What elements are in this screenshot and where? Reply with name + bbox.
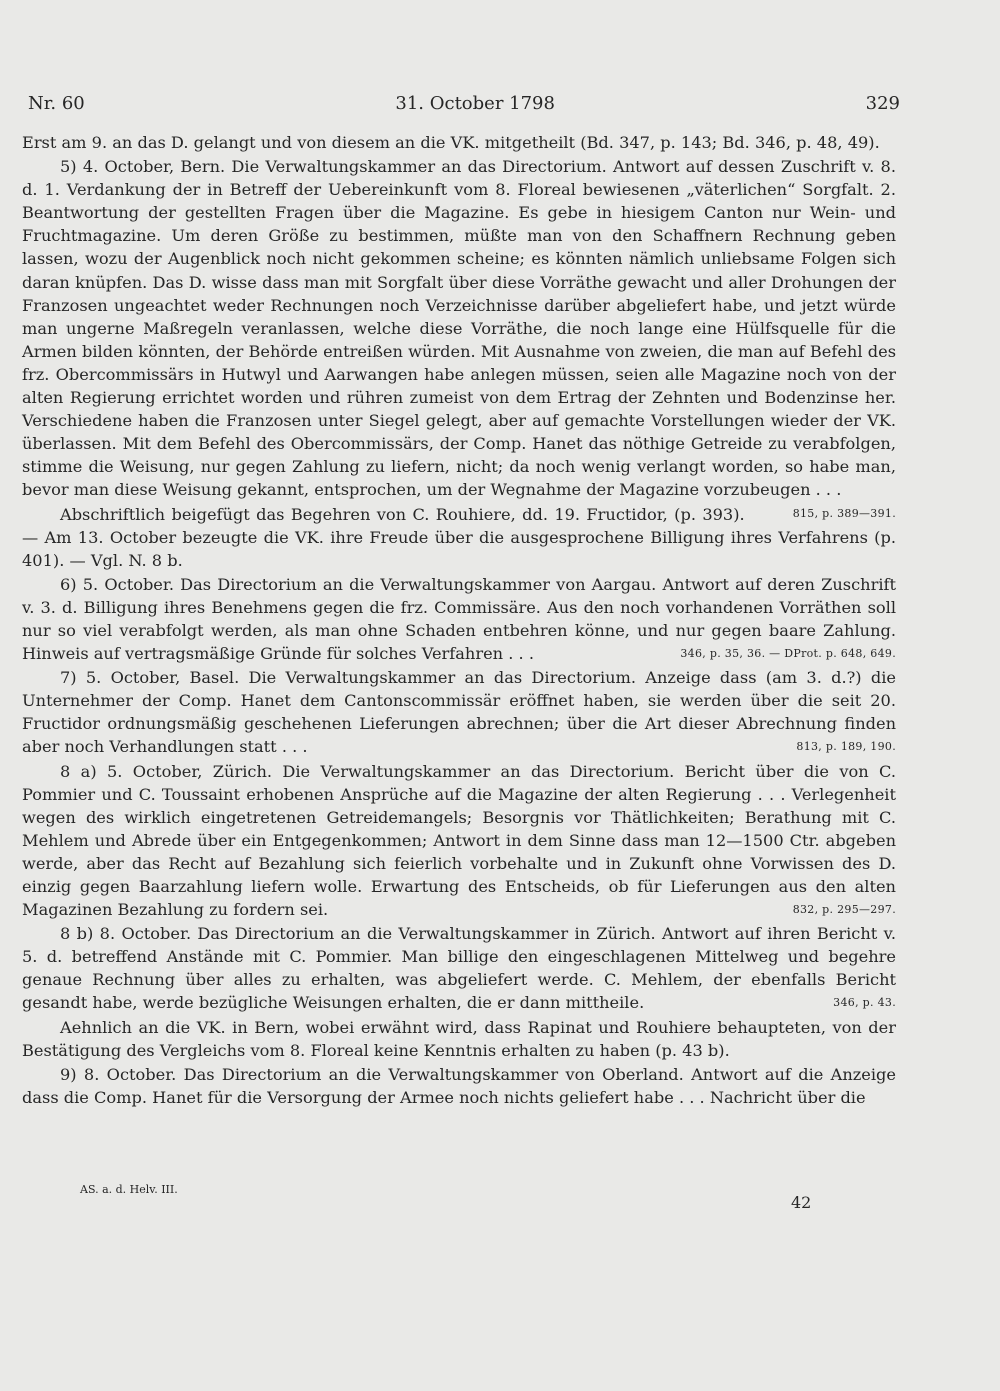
paragraph-entry-9: 9) 8. October. Das Directorium an die Verwaltungskammer von Oberland. Antwort auf die Anzeige dass die Comp. Hanet für die Versorgung der Armee noch nichts geliefert habe . . . Nachricht über die <box>22 1064 896 1107</box>
source-reference: 346, p. 43. <box>833 996 896 1010</box>
paragraph-entry-6: 6) 5. October. Das Directorium an die Verwaltungskammer von Aargau. Antwort auf deren Zuschrift v. 3. d. Billigung ihres Benehmens gegen die frz. Commissäre. Aus den noch vorhandenen Vorräthen soll nur so viel verabfolgt werden, als man ohne Schaden entbehren könne, und nur gegen baare Zahlung. Hinweis auf vertragsmäßige Gründe für solches Verfahren . . . 346, p. 35, 36. — DProt. p. 648, 649. <box>22 573 896 665</box>
source-reference: 832, p. 295—297. <box>792 903 896 917</box>
paragraph-entry-7: 7) 5. October, Basel. Die Verwaltungskammer an das Directorium. Anzeige dass (am 3. d.?) die Unternehmer der Comp. Hanet dem Cantonscommissär eröffnet haben, sie werden über die seit 20. Fructidor ordnungsmäßig geschehenen Lieferungen abrechnen; über die Art dieser Abrechnung finden aber noch Verhandlungen statt . . . 813, p. 189, 190. <box>22 666 896 758</box>
source-reference: 815, p. 389—391. <box>792 506 896 520</box>
page-body <box>22 131 896 1110</box>
paragraph-entry-5: 5) 4. October, Bern. Die Verwaltungskammer an das Directorium. Antwort auf dessen Zuschrift v. 8. d. 1. Verdankung der in Betreff der Uebereinkunft vom 8. Floreal bewiesenen „väterlichen“ Sorgfalt. 2. Beantwortung der gestellten Fragen über die Magazine. Es gebe in hiesigem Canton nur Wein- und Fruchtmagazine. Um deren Größe zu bestimmen, müßte man von den Schaffnern Rechnung geben lassen, wozu der Augenblick noch nicht gekommen scheine; es könnten nämlich unliebsame Folgen sich daran knüpfen. Das D. wisse dass man mit Sorgfalt über diese Vorräthe gewacht und aller Drohungen der Franzosen ungeachtet weder Rechnungen noch Verzeichnisse darüber abgeliefert habe, und jetzt würde man ungerne Maßregeln veranlassen, welche diese Vorräthe, die noch lange eine Hülfsquelle für die Armen bilden könnten, der Behörde entreißen würden. Mit Ausnahme von zweien, die man auf Befehl des frz. Obercommissärs in Hutwyl und Aarwangen habe anlegen müssen, seien alle Magazine noch von der alten Regierung errichtet worden und rühren zumeist von dem Ertrag der Zehnten und Bodenzinse her. Verschiedene haben die Franzosen unter Siegel gelegt, aber auf gemachte Vorstellungen wieder der VK. überlassen. Mit dem Befehl des Obercommissärs, der Comp. Hanet das nöthige Getreide zu verabfolgen, stimme die Weisung, nur gegen Zahlung zu liefern, nicht; da noch wenig verlangt worden, so habe man, bevor man diese Weisung gekannt, entsprochen, um der Wegnahme der Magazine vorzubeugen . . . 815, p. 389—391. <box>22 155 896 501</box>
source-reference: 813, p. 189, 190. <box>796 740 896 754</box>
running-date: 31. October 1798 <box>395 93 555 114</box>
page-number: 329 <box>865 93 900 114</box>
paragraph-continuation: Erst am 9. an das D. gelangt und von diesem an die VK. mitgetheilt (Bd. 347, p. 143; Bd. 346, p. 48, 49). <box>22 133 880 152</box>
paragraph-note: Abschriftlich beigefügt das Begehren von C. Rouhiere, dd. 19. Fructidor, (p. 393). — Am 13. October bezeugte die VK. ihre Freude über die ausgesprochene Billigung ihres Verfahrens (p. 401). — Vgl. N. 8 b. <box>22 504 896 570</box>
paragraph-entry-8b: 8 b) 8. October. Das Directorium an die Verwaltungskammer in Zürich. Antwort auf ihren Bericht v. 5. d. betreffend Anstände mit C. Pommier. Man billige den eingeschlagenen Mittelweg und begehre genaue Rechnung über alles zu erhalten, was abgeliefert werde. C. Mehlem, der ebenfalls Bericht gesandt habe, werde bezügliche Weisungen erhalten, die er dann mittheile. 346, p. 43. <box>22 922 896 1014</box>
sheet-number: 42 <box>791 1193 812 1212</box>
entry-number: Nr. 60 <box>28 93 85 114</box>
paragraph-note: Aehnlich an die VK. in Bern, wobei erwähnt wird, dass Rapinat und Rouhiere behaupteten, von der Bestätigung des Vergleichs vom 8. Floreal keine Kenntnis erhalten zu haben (p. 43 b). <box>22 1017 896 1060</box>
signature-mark: AS. a. d. Helv. III. <box>80 1183 178 1196</box>
source-reference: 346, p. 35, 36. — DProt. p. 648, 649. <box>680 647 896 661</box>
page-header <box>28 93 900 114</box>
paragraph-entry-8a: 8 a) 5. October, Zürich. Die Verwaltungskammer an das Directorium. Bericht über die von C. Pommier und C. Toussaint erhobenen Ansprüche auf die Magazine der alten Regierung . . . Verlegenheit wegen des wirklich eingetretenen Getreidemangels; Besorgnis vor Thätlichkeiten; Berathung mit C. Mehlem und Abrede über ein Entgegenkommen; Antwort in dem Sinne dass man 12—1500 Ctr. abgeben werde, aber das Recht auf Bezahlung sich feierlich vorbehalte und in Zukunft ohne Vorwissen des D. einzig gegen Baarzahlung liefern wolle. Erwartung des Entscheids, ob für Lieferungen aus den alten Magazinen Bezahlung zu fordern sei. 832, p. 295—297. <box>22 760 896 922</box>
